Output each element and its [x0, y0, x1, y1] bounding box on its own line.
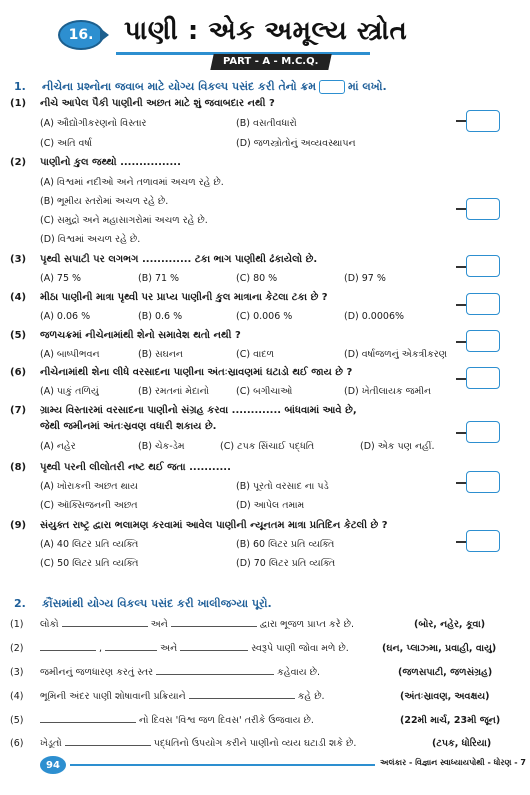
chapter-number: 16.	[58, 20, 104, 50]
blank-field[interactable]	[180, 650, 248, 651]
blank-text: અને	[150, 619, 168, 630]
answer-dash	[456, 341, 466, 343]
question-text: પૃથ્વી સપાટી પર લગભગ ............. ટકા ભાગ પાણીથી ઢંકાયેલો છે.	[40, 254, 318, 265]
question-text: પૃથ્વી પરની લીલોતરી નષ્ટ થઈ જતા ...........	[40, 462, 231, 473]
answer-box-6[interactable]	[466, 367, 500, 389]
footer-book-title: અલંકાર - વિજ્ઞાન સ્વાધ્યાયપોથી - ધોરણ - 7	[380, 758, 526, 767]
option-a: (A) બાષ્પીભવન	[40, 349, 100, 360]
blank-hint: (જળસપાટી, જળસંગ્રહ)	[398, 667, 493, 678]
question-number: (9)	[10, 520, 27, 531]
blank-text: અને	[160, 643, 178, 654]
option-c: (C) 0.006 %	[236, 311, 293, 322]
option-a: (A) નહેર	[40, 441, 76, 452]
answer-box-sample	[319, 80, 345, 94]
option-a: (A) વિશ્વમાં નદીઓ અને તળાવમાં અચળ રહે છે.	[40, 177, 224, 188]
blank-text: નો દિવસ 'વિશ્વ જળ દિવસ' તરીકે ઉજવાય છે.	[139, 715, 314, 726]
question-number: (6)	[10, 367, 27, 378]
option-d: (D) એક પણ નહીં.	[360, 441, 435, 452]
question-number: (2)	[10, 157, 27, 168]
option-d: (D) આપેલ તમામ	[236, 500, 305, 511]
option-c: (C) 50 લિટર પ્રતિ વ્યક્તિ	[40, 558, 139, 569]
blank-field[interactable]	[40, 722, 136, 723]
answer-box-8[interactable]	[466, 471, 500, 493]
blank-field[interactable]	[105, 650, 157, 651]
blank-hint: (ટપક, ધોરિયા)	[432, 738, 492, 749]
section-1-instruction-pre: નીચેના પ્રશ્નોના જવાબ માટે યોગ્ય વિકલ્પ પસંદ કરી તેનો ક્રમ	[42, 80, 317, 93]
page-number: 94	[40, 756, 66, 774]
option-b: (B) 0.6 %	[138, 311, 183, 322]
option-b: (B) ભૂમીય સ્તરોમાં અચળ રહે છે.	[40, 196, 169, 207]
blank-text: દ્વારા ભૂજળ પ્રાપ્ત કરે છે.	[259, 619, 354, 630]
question-text: જળચક્રમાં નીચેનામાંથી શેનો સમાવેશ થતો નથી ?	[40, 330, 241, 341]
part-label: PART - A - M.C.Q.	[223, 56, 319, 67]
question-text: પાણીનો કુલ જથ્થો ................	[40, 157, 181, 168]
section-1-instruction-post: માં લખો.	[348, 80, 387, 93]
option-d: (D) 70 લિટર પ્રતિ વ્યક્તિ	[236, 558, 336, 569]
question-number: (8)	[10, 462, 27, 473]
answer-box-1[interactable]	[466, 110, 500, 132]
question-number: (1)	[10, 98, 27, 109]
blank-text: પદ્ધતિનો ઉપયોગ કરીને પાણીનો વ્યય ઘટાડી શકે છે.	[153, 738, 357, 749]
question-number: (7)	[10, 405, 27, 416]
blank-number: (2)	[10, 643, 24, 654]
option-a: (A) 0.06 %	[40, 311, 91, 322]
option-b: (B) 71 %	[138, 273, 180, 284]
section-2-number: 2.	[14, 597, 26, 610]
option-b: (B) ચેક-ડેમ	[138, 441, 185, 452]
option-a: (A) પાકું તળિયું	[40, 386, 99, 397]
answer-box-7[interactable]	[466, 421, 500, 443]
chapter-title: પાણી : એક અમૂલ્ય સ્ત્રોત	[124, 16, 408, 46]
part-banner	[210, 54, 331, 70]
section-1-number: 1.	[14, 80, 26, 93]
answer-dash	[456, 304, 466, 306]
answer-dash	[456, 541, 466, 543]
option-c: (C) સમુદ્રો અને મહાસાગરોમાં અચળ રહે છે.	[40, 215, 208, 226]
option-c: (C) બગીચાઓ	[236, 386, 293, 397]
blank-text: કહેવાય છે.	[277, 667, 321, 678]
blank-hint: (અંતઃસ્રાવણ, અવક્ષય)	[400, 691, 490, 702]
section-2-instruction: કૌંસમાંથી યોગ્ય વિકલ્પ પસંદ કરી ખાલીજગ્યા પૂરો.	[42, 597, 272, 610]
blank-field[interactable]	[40, 650, 96, 651]
blank-number: (5)	[10, 715, 24, 726]
option-a: (A) 75 %	[40, 273, 82, 284]
page-footer	[0, 756, 530, 772]
option-d: (D) વર્ષાજળનું એકત્રીકરણ	[344, 349, 447, 360]
option-d: (D) જળસ્ત્રોતોનું અવ્યવસ્થાપન	[236, 138, 356, 149]
option-c: (C) અતિ વર્ષા	[40, 138, 93, 149]
blank-field[interactable]	[156, 674, 274, 675]
option-b: (B) વસતીવધારો	[236, 118, 297, 129]
answer-box-5[interactable]	[466, 330, 500, 352]
option-a: (A) ઔદ્યોગીકરણનો વિસ્તાર	[40, 118, 147, 129]
answer-box-3[interactable]	[466, 255, 500, 277]
answer-box-2[interactable]	[466, 198, 500, 220]
chapter-number-badge	[58, 20, 108, 50]
blank-field[interactable]	[171, 626, 257, 627]
answer-dash	[456, 208, 466, 210]
question-number: (4)	[10, 292, 27, 303]
answer-dash	[456, 432, 466, 434]
arrow-icon	[100, 28, 109, 42]
question-number: (3)	[10, 254, 27, 265]
answer-dash	[456, 266, 466, 268]
option-b: (B) 60 લિટર પ્રતિ વ્યક્તિ	[236, 539, 335, 550]
blank-field[interactable]	[65, 745, 151, 746]
question-text: સંયુક્ત રાષ્ટ્ર દ્વારા ભલામણ કરવામાં આવેલ પાણીની ન્યૂનતમ માત્રા પ્રતિદિન કેટલી છે ?	[40, 520, 388, 531]
answer-box-9[interactable]	[466, 530, 500, 552]
footer-line	[70, 764, 375, 766]
blank-text: ,	[99, 643, 103, 654]
blank-text: સ્વરૂપે પાણી જોવા મળે છે.	[251, 643, 349, 654]
blank-hint: (22મી માર્ચ, 23મી જૂન)	[400, 715, 501, 726]
option-d: (D) 0.0006%	[344, 311, 405, 322]
option-b: (B) પૂરતો વરસાદ ના પડે	[236, 481, 329, 492]
answer-box-4[interactable]	[466, 293, 500, 315]
option-a: (A) ખોરાકની અછત થાય	[40, 481, 138, 492]
blank-text: ખેડૂતો	[40, 738, 62, 749]
option-c: (C) ઑક્સિજનની અછત	[40, 500, 138, 511]
option-d: (D) ખેતીલાયક જમીન	[344, 386, 432, 397]
blank-text: જમીનનું જળધારણ કરતું સ્તર	[40, 667, 154, 678]
option-c: (C) ટપક સિંચાઈ પદ્ધતિ	[220, 441, 315, 452]
option-c: (C) 80 %	[236, 273, 278, 284]
blank-hint: (ઘન, પ્લાઝ્મા, પ્રવાહી, વાયુ)	[382, 643, 497, 654]
option-b: (B) રમતનાં મેદાનો	[138, 386, 210, 397]
section-1-heading	[14, 80, 387, 94]
question-text: ગ્રામ્ય વિસ્તારમાં વરસાદના પાણીનો સંગ્રહ કરવા ............. બાંધવામાં આવે છે,	[40, 405, 357, 416]
blank-field[interactable]	[62, 626, 148, 627]
question-text: મીઠા પાણીની માત્રા પૃથ્વી પર પ્રાપ્ય પાણીની કુલ માત્રાના કેટલા ટકા છે ?	[40, 292, 328, 303]
blank-number: (6)	[10, 738, 24, 749]
option-d: (D) 97 %	[344, 273, 386, 284]
page-header	[0, 0, 530, 76]
question-number: (5)	[10, 330, 27, 341]
question-text: નીચેનામાંથી શેના લીધે વરસાદના પાણીના અંતઃસ્રાવણમાં ઘટાડો થઈ જાય છે ?	[40, 367, 353, 378]
question-text-line-2: જેથી જમીનમાં અંતઃસ્રવણ વધારી શકાય છે.	[40, 421, 217, 432]
blank-number: (3)	[10, 667, 24, 678]
blank-text: કહે છે.	[297, 691, 325, 702]
blank-field[interactable]	[189, 698, 295, 699]
answer-dash	[456, 378, 466, 380]
blank-text: ભૂમિની અંદર પાણી શોષાવાની પ્રક્રિયાને	[40, 691, 186, 702]
option-b: (B) સઘનન	[138, 349, 184, 360]
option-d: (D) વિશ્વમાં અચળ રહે છે.	[40, 234, 141, 245]
blank-text: લોકો	[40, 619, 59, 630]
answer-dash	[456, 482, 466, 484]
blank-hint: (બોર, નહેર, કૂવા)	[414, 619, 486, 630]
question-text: નીચે આપેલ પૈકી પાણીની અછત માટે શું જવાબદાર નથી ?	[40, 98, 275, 109]
section-2-heading	[14, 597, 272, 611]
option-c: (C) વાદળ	[236, 349, 275, 360]
answer-dash	[456, 120, 466, 122]
option-a: (A) 40 લિટર પ્રતિ વ્યક્તિ	[40, 539, 139, 550]
blank-number: (4)	[10, 691, 24, 702]
blank-number: (1)	[10, 619, 24, 630]
